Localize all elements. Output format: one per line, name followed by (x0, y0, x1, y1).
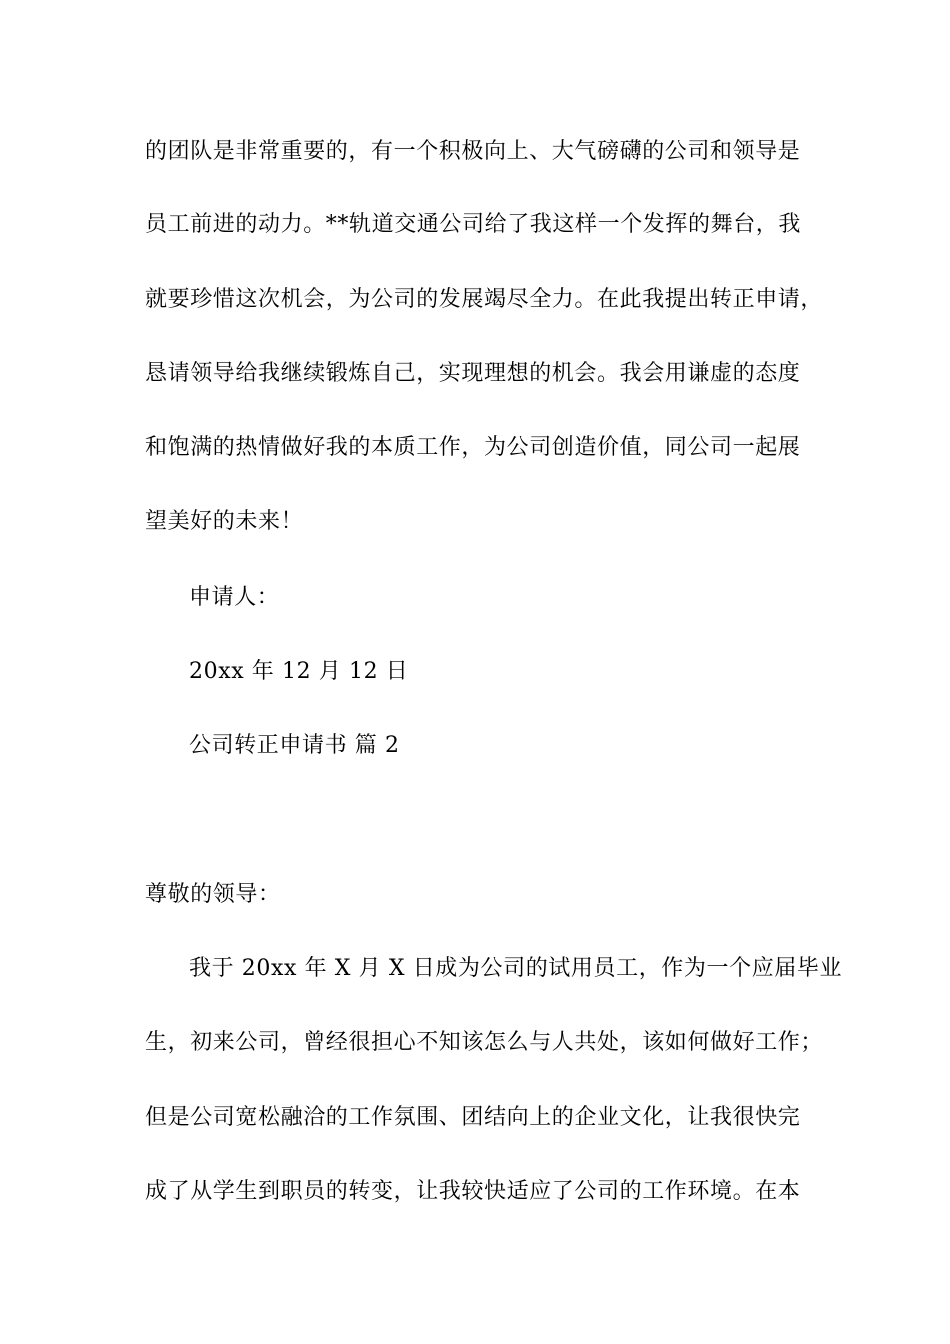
paragraph-line: 和饱满的热情做好我的本质工作，为公司创造价值，同公司一起展 (145, 435, 801, 460)
paragraph-line: 我于 20xx 年 X 月 X 日成为公司的试用员工，作为一个应届毕业 (189, 956, 843, 981)
paragraph-line: 生，初来公司，曾经很担心不知该怎么与人共处，该如何做好工作； (145, 1030, 824, 1055)
paragraph-line: 员工前进的动力。**轨道交通公司给了我这样一个发挥的舞台，我 (145, 212, 802, 237)
paragraph-line: 的团队是非常重要的，有一个积极向上、大气磅礴的公司和领导是 (145, 139, 801, 164)
paragraph-line: 但是公司宽松融洽的工作氛围、团结向上的企业文化，让我很快完 (145, 1105, 801, 1130)
salutation: 尊敬的领导： (145, 882, 281, 907)
applicant-label: 申请人： (189, 585, 280, 610)
date-line: 20xx 年 12 月 12 日 (189, 659, 409, 684)
paragraph-line: 就要珍惜这次机会，为公司的发展竭尽全力。在此我提出转正申请， (145, 287, 824, 312)
paragraph-line: 成了从学生到职员的转变，让我较快适应了公司的工作环境。在本 (145, 1179, 801, 1204)
paragraph-line: 望美好的未来！ (145, 509, 304, 534)
paragraph-line: 恳请领导给我继续锻炼自己，实现理想的机会。我会用谦虚的态度 (145, 361, 801, 386)
section-title: 公司转正申请书 篇 2 (189, 733, 400, 758)
